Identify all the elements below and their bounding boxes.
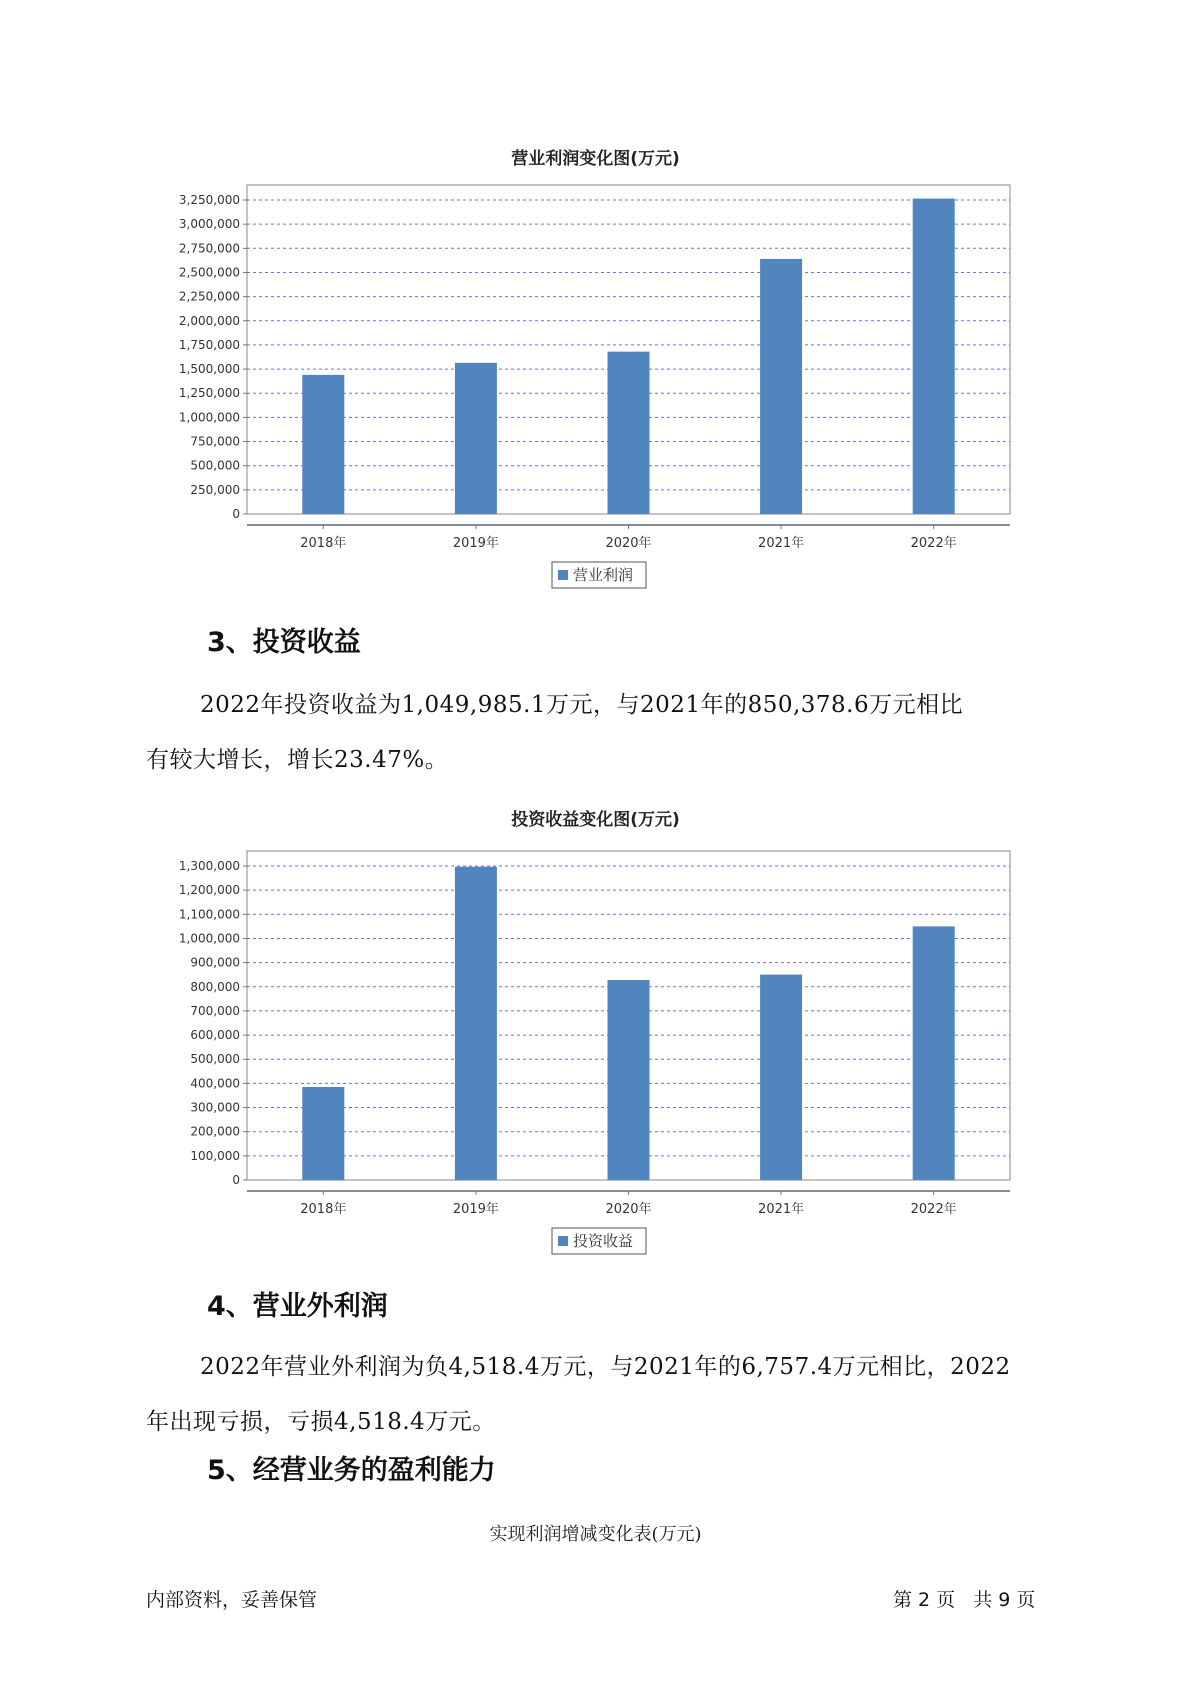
bar — [760, 975, 802, 1180]
page-suffix: 页 — [1016, 1589, 1036, 1611]
x-tick-label: 2021年 — [758, 536, 805, 551]
y-tick-label: 100,000 — [190, 1148, 240, 1163]
bar — [913, 926, 955, 1180]
y-tick-label: 1,000,000 — [178, 410, 240, 425]
y-tick-label: 3,000,000 — [178, 217, 240, 232]
bar — [760, 259, 802, 514]
bar — [608, 352, 650, 514]
legend-swatch — [558, 570, 568, 580]
paragraph-line: 有较大增长，增长23.47%。 — [146, 747, 449, 773]
legend — [552, 1228, 646, 1254]
investment-income-paragraph — [146, 678, 1081, 788]
page-mid: 页 — [936, 1589, 956, 1611]
y-tick-label: 300,000 — [190, 1100, 240, 1115]
y-tick-label: 0 — [232, 507, 240, 521]
chart-title-operating-profit: 营业利润变化图(万元) — [511, 149, 680, 169]
x-tick-label: 2018年 — [300, 536, 347, 551]
operating-profit-bar-chart — [0, 170, 1191, 590]
footer-confidential-note: 内部资料，妥善保管 — [146, 1589, 318, 1611]
x-tick-label: 2019年 — [452, 536, 499, 551]
x-tick-label: 2019年 — [452, 1202, 499, 1217]
investment-income-bar-chart — [0, 836, 1191, 1256]
y-tick-label: 400,000 — [190, 1076, 240, 1091]
x-tick-label: 2018年 — [300, 1202, 347, 1217]
paragraph-line: 2022年营业外利润为负4,518.4万元，与2021年的6,757.4万元相比，2022 — [200, 1354, 1011, 1380]
y-tick-label: 1,300,000 — [178, 859, 240, 873]
y-tick-label: 2,250,000 — [178, 289, 240, 304]
section-heading-profitability: 5、经营业务的盈利能力 — [207, 1455, 496, 1486]
y-tick-label: 800,000 — [190, 979, 240, 994]
y-tick-label: 700,000 — [190, 1003, 240, 1018]
y-tick-label: 200,000 — [190, 1124, 240, 1139]
page-number — [890, 1585, 1038, 1612]
bar — [455, 867, 497, 1180]
section-heading-investment-income: 3、投资收益 — [207, 627, 361, 658]
y-tick-label: 1,200,000 — [178, 883, 240, 898]
y-tick-label: 1,000,000 — [178, 931, 240, 946]
bar — [608, 980, 650, 1180]
y-tick-label: 250,000 — [190, 482, 240, 497]
y-tick-label: 600,000 — [190, 1028, 240, 1043]
y-tick-label: 0 — [232, 1173, 240, 1187]
y-tick-label: 1,500,000 — [178, 362, 240, 377]
section-heading-non-operating-profit: 4、营业外利润 — [207, 1291, 388, 1322]
bar — [913, 199, 955, 514]
y-tick-label: 2,500,000 — [178, 265, 240, 280]
table-caption: 实现利润增减变化表(万元) — [489, 1524, 702, 1545]
x-tick-label: 2022年 — [910, 1202, 957, 1217]
y-tick-label: 1,750,000 — [178, 337, 240, 352]
bar — [302, 1087, 344, 1180]
y-tick-label: 1,250,000 — [178, 386, 240, 401]
y-tick-label: 900,000 — [190, 955, 240, 970]
x-tick-label: 2021年 — [758, 1202, 805, 1217]
page-total: 9 — [998, 1589, 1011, 1611]
paragraph-line: 2022年投资收益为1,049,985.1万元，与2021年的850,378.6万元相比 — [200, 692, 964, 718]
bar — [455, 363, 497, 514]
paragraph-line: 年出现亏损，亏损4,518.4万元。 — [146, 1409, 496, 1435]
chart-title-investment-income: 投资收益变化图(万元) — [511, 810, 680, 830]
bar — [302, 375, 344, 514]
legend-swatch — [558, 1236, 568, 1246]
page-prefix: 第 — [893, 1589, 913, 1611]
x-tick-label: 2020年 — [605, 1202, 652, 1217]
y-tick-label: 1,100,000 — [178, 907, 240, 922]
y-tick-label: 750,000 — [190, 434, 240, 449]
x-tick-label: 2020年 — [605, 536, 652, 551]
y-tick-label: 500,000 — [190, 458, 240, 473]
x-tick-label: 2022年 — [910, 536, 957, 551]
page-total-prefix: 共 — [973, 1589, 993, 1611]
legend — [552, 562, 646, 588]
y-tick-label: 3,250,000 — [178, 193, 240, 207]
page-current: 2 — [918, 1589, 931, 1611]
y-tick-label: 2,000,000 — [178, 313, 240, 328]
non-operating-profit-paragraph — [146, 1340, 1081, 1450]
legend-label: 投资收益 — [573, 1232, 634, 1250]
legend-label: 营业利润 — [573, 566, 634, 584]
y-tick-label: 500,000 — [190, 1052, 240, 1067]
y-tick-label: 2,750,000 — [178, 241, 240, 256]
